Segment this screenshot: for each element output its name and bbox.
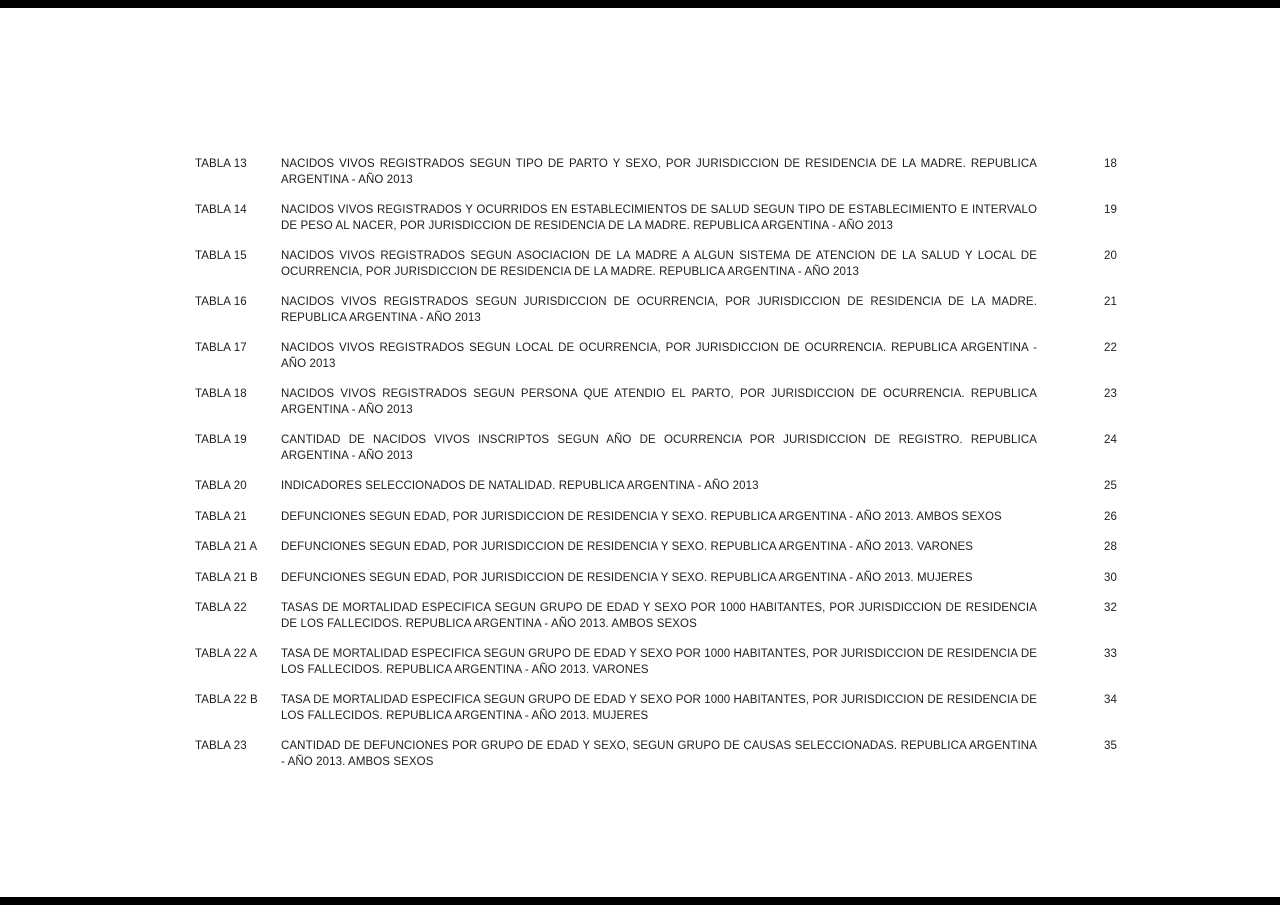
table-of-contents: [195, 157, 1117, 785]
toc-entry: [195, 540, 1117, 556]
toc-entry-label: TABLA 21 B: [195, 571, 258, 584]
toc-entry: [195, 387, 1117, 418]
toc-entry-label: TABLA 14: [195, 204, 247, 216]
toc-entry-title: DEFUNCIONES SEGUN EDAD, POR JURISDICCION DE RESIDENCIA Y SEXO. REPUBLICA ARGENTINA - AÑO 2013. AMBOS SEXOS: [281, 510, 1002, 523]
toc-entry-label: TABLA 15: [195, 250, 247, 262]
toc-entry: [195, 295, 1117, 326]
toc-entry-page-number: 25: [1104, 480, 1117, 492]
toc-entry-page-number: 26: [1104, 510, 1117, 523]
toc-entry-title: NACIDOS VIVOS REGISTRADOS SEGUN ASOCIACION DE LA MADRE A ALGUN SISTEMA DE ATENCION DE LA SALUD Y LOCAL DE OCURRENCIA, POR JURISDICCION DE RESIDENCIA DE LA MADRE. REPUBLICA ARGENTINA - AÑO 2013: [281, 250, 1037, 278]
toc-entry-title: DEFUNCIONES SEGUN EDAD, POR JURISDICCION DE RESIDENCIA Y SEXO. REPUBLICA ARGENTINA - AÑO 2013. VARONES: [281, 541, 974, 553]
toc-entry-title: NACIDOS VIVOS REGISTRADOS SEGUN JURISDICCION DE OCURRENCIA, POR JURISDICCION DE RESIDENCIA DE LA MADRE. REPUBLICA ARGENTINA - AÑO 2013: [281, 296, 1037, 324]
toc-entry-title: CANTIDAD DE DEFUNCIONES POR GRUPO DE EDAD Y SEXO, SEGUN GRUPO DE CAUSAS SELECCIONADAS. REPUBLICA ARGENTINA - AÑO 2013. AMBOS SEXOS: [281, 740, 1037, 768]
toc-entry-label: TABLA 22 A: [195, 648, 258, 660]
toc-entry-page-number: 35: [1104, 740, 1117, 752]
toc-entry-title: NACIDOS VIVOS REGISTRADOS SEGUN TIPO DE PARTO Y SEXO, POR JURISDICCION DE RESIDENCIA DE LA MADRE. REPUBLICA ARGENTINA - AÑO 2013: [281, 158, 1037, 186]
toc-entry: [195, 647, 1117, 678]
toc-entry-title: NACIDOS VIVOS REGISTRADOS Y OCURRIDOS EN ESTABLECIMIENTOS DE SALUD SEGUN TIPO DE ESTABLECIMIENTO E INTERVALO DE PESO AL NACER, POR JURISDICCION DE RESIDENCIA DE LA MADRE. REPUBLICA ARGENTINA - AÑO 2013: [281, 204, 1037, 232]
toc-entry-label: TABLA 17: [195, 342, 247, 354]
toc-entry-label: TABLA 22: [195, 602, 247, 614]
toc-entry-label: TABLA 19: [195, 434, 247, 446]
toc-entry-label: TABLA 13: [195, 158, 247, 170]
toc-entry-title: TASAS DE MORTALIDAD ESPECIFICA SEGUN GRUPO DE EDAD Y SEXO POR 1000 HABITANTES, POR JURISDICCION DE RESIDENCIA DE LOS FALLECIDOS. REPUBLICA ARGENTINA - AÑO 2013. AMBOS SEXOS: [281, 602, 1037, 630]
toc-entry-page-number: 23: [1104, 388, 1117, 400]
toc-entry-title: NACIDOS VIVOS REGISTRADOS SEGUN LOCAL DE OCURRENCIA, POR JURISDICCION DE OCURRENCIA. REPUBLICA ARGENTINA - AÑO 2013: [281, 342, 1037, 370]
toc-entry: [195, 433, 1117, 464]
toc-entry-title: TASA DE MORTALIDAD ESPECIFICA SEGUN GRUPO DE EDAD Y SEXO POR 1000 HABITANTES, POR JURISDICCION DE RESIDENCIA DE LOS FALLECIDOS. REPUBLICA ARGENTINA - AÑO 2013. MUJERES: [281, 694, 1037, 722]
toc-entry: [195, 571, 1117, 587]
toc-entry-label: TABLA 16: [195, 296, 247, 308]
toc-entry: [195, 157, 1117, 188]
toc-entry: [195, 203, 1117, 234]
toc-entry-title: INDICADORES SELECCIONADOS DE NATALIDAD. REPUBLICA ARGENTINA - AÑO 2013: [281, 480, 759, 492]
toc-entry-label: TABLA 18: [195, 388, 247, 400]
toc-entry-page-number: 22: [1104, 342, 1117, 354]
toc-entry-page-number: 30: [1104, 571, 1117, 584]
toc-entry: [195, 479, 1117, 495]
toc-entry: [195, 341, 1117, 372]
toc-entry-page-number: 20: [1104, 250, 1117, 262]
toc-entry-label: TABLA 23: [195, 740, 247, 752]
toc-entry: [195, 693, 1117, 724]
toc-entry-title: DEFUNCIONES SEGUN EDAD, POR JURISDICCION DE RESIDENCIA Y SEXO. REPUBLICA ARGENTINA - AÑO 2013. MUJERES: [281, 571, 973, 584]
toc-entry: [195, 510, 1117, 526]
toc-entry: [195, 249, 1117, 280]
toc-entry: [195, 739, 1117, 770]
scan-edge-top: [0, 0, 1280, 8]
toc-entry-page-number: 19: [1104, 204, 1117, 216]
toc-entry-label: TABLA 22 B: [195, 694, 258, 706]
toc-entry-label: TABLA 21 A: [195, 541, 258, 553]
scan-edge-bottom: [0, 897, 1280, 905]
toc-entry-page-number: 18: [1104, 158, 1117, 170]
toc-entry-title: TASA DE MORTALIDAD ESPECIFICA SEGUN GRUPO DE EDAD Y SEXO POR 1000 HABITANTES, POR JURISDICCION DE RESIDENCIA DE LOS FALLECIDOS. REPUBLICA ARGENTINA - AÑO 2013. VARONES: [281, 648, 1037, 676]
toc-entry-page-number: 24: [1104, 434, 1117, 446]
toc-entry-label: TABLA 20: [195, 480, 247, 492]
toc-entry-title: CANTIDAD DE NACIDOS VIVOS INSCRIPTOS SEGUN AÑO DE OCURRENCIA POR JURISDICCION DE REGISTRO. REPUBLICA ARGENTINA - AÑO 2013: [281, 434, 1037, 462]
toc-entry-title: NACIDOS VIVOS REGISTRADOS SEGUN PERSONA QUE ATENDIO EL PARTO, POR JURISDICCION DE OCURRENCIA. REPUBLICA ARGENTINA - AÑO 2013: [281, 388, 1037, 416]
toc-entry-page-number: 28: [1104, 541, 1117, 553]
toc-entry-page-number: 34: [1104, 694, 1117, 706]
toc-entry-page-number: 21: [1104, 296, 1117, 308]
toc-entry-page-number: 33: [1104, 648, 1117, 660]
toc-entry: [195, 601, 1117, 632]
toc-entry-page-number: 32: [1104, 602, 1117, 614]
toc-entry-label: TABLA 21: [195, 510, 247, 523]
